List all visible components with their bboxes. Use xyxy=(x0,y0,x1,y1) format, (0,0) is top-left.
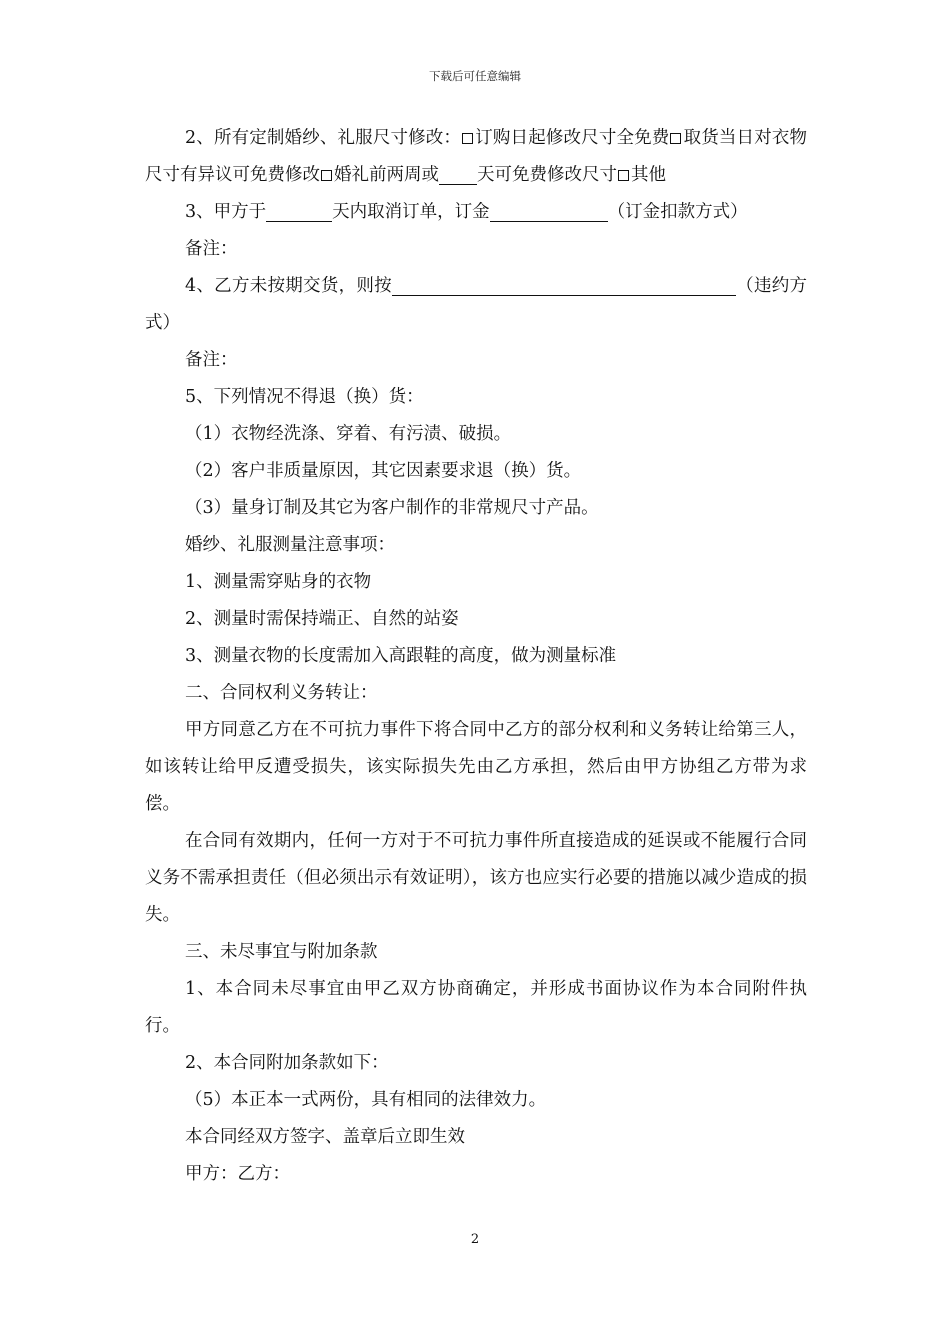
cancel-days-blank[interactable] xyxy=(266,201,332,222)
measurement-item-1: 1、测量需穿贴身的衣物 xyxy=(185,572,372,592)
section-2-paragraph-1: 甲方同意乙方在不可抗力事件下将合同中乙方的部分权利和义务转让给第三人，如该转让给甲反遭受损失，该实际损失先由乙方承担，然后由甲方协组乙方带为求偿。 xyxy=(145,720,807,814)
section-3-item-1: 1、本合同未尽事宜由甲乙双方协商确定，并形成书面协议作为本合同附件执行。 xyxy=(145,979,807,1036)
no-return-item-1: （1）衣物经洗涤、穿着、有污渍、破损。 xyxy=(185,424,512,444)
signature-line: 甲方：乙方： xyxy=(185,1164,290,1184)
checkbox-4[interactable] xyxy=(618,170,629,181)
clause-5-no-returns: 5、下列情况不得退（换）货： xyxy=(185,387,424,407)
section-3-item-2: 2、本合同附加条款如下： xyxy=(185,1053,389,1073)
penalty-blank[interactable] xyxy=(392,275,736,296)
section-3-item-5: （5）本正本一式两份，具有相同的法律效力。 xyxy=(185,1090,547,1110)
clause-2-alterations: 2、所有定制婚纱、礼服尺寸修改： 订购日起修改尺寸全免费 取货当日对衣物尺寸有异议可免费修改 婚礼前两周或 天可免费修改尺寸 其他 xyxy=(145,128,808,185)
effective-clause: 本合同经双方签字、盖章后立即生效 xyxy=(185,1127,465,1147)
checkbox-2[interactable] xyxy=(670,133,681,144)
measurement-item-3: 3、测量衣物的长度需加入高跟鞋的高度，做为测量标准 xyxy=(185,646,617,666)
remark-1: 备注： xyxy=(185,239,238,259)
clause-4-delivery: 4、乙方未按期交货，则按 （违约方式） xyxy=(145,276,807,333)
measurement-heading: 婚纱、礼服测量注意事项： xyxy=(185,535,395,555)
days-blank[interactable] xyxy=(439,164,477,185)
checkbox-1[interactable] xyxy=(462,133,473,144)
clause-3-cancellation: 3、甲方于 天内取消订单，订金 （订金扣款方式） xyxy=(185,202,748,222)
section-2-heading: 二、合同权利义务转让： xyxy=(185,683,378,703)
checkbox-3[interactable] xyxy=(321,170,332,181)
no-return-item-2: （2）客户非质量原因，其它因素要求退（换）货。 xyxy=(185,461,582,481)
page-header: 下载后可任意编辑 xyxy=(429,69,521,83)
section-2-paragraph-2: 在合同有效期内，任何一方对于不可抗力事件所直接造成的延误或不能履行合同义务不需承担责任（但必须出示有效证明），该方也应实行必要的措施以减少造成的损失。 xyxy=(145,831,807,925)
no-return-item-3: （3）量身订制及其它为客户制作的非常规尺寸产品。 xyxy=(185,498,599,518)
measurement-item-2: 2、测量时需保持端正、自然的站姿 xyxy=(185,609,459,629)
page-number: 2 xyxy=(470,1232,480,1247)
section-3-heading: 三、未尽事宜与附加条款 xyxy=(185,942,378,962)
remark-2: 备注： xyxy=(185,350,238,370)
deposit-blank[interactable] xyxy=(490,201,608,222)
document-body xyxy=(145,120,807,1193)
